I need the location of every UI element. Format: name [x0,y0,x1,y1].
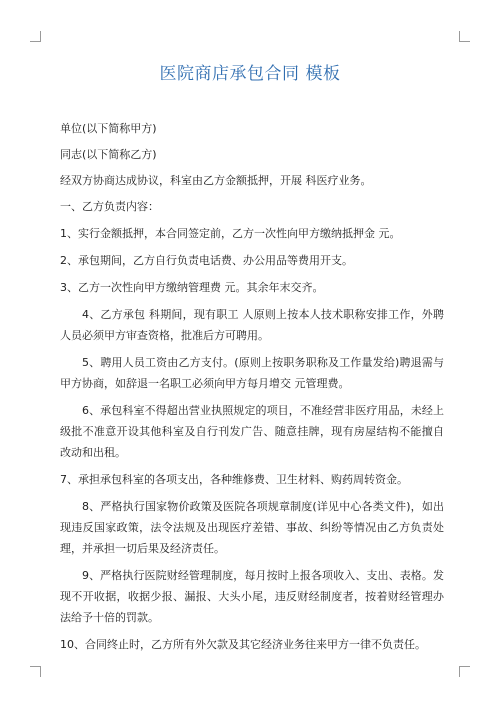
clause-9: 9、严格执行医院财经管理制度，每月按时上报各项收入、支出、表格。发现不开收据，收据少报、漏报、大头小尾，违反财经制度者，按着财经管理办法给予十倍的罚款。 [60,569,444,624]
clause-10: 10、合同终止时，乙方所有外欠款及其它经济业务往来甲方一律不负责任。 [60,638,426,651]
party-a-line: 单位(以下简称甲方) [60,122,157,135]
document-title: 医院商店承包合同 模板 [159,64,341,84]
clause-3: 3、乙方一次性向甲方缴纳管理费 元。其余年末交齐。 [60,281,324,294]
party-b-line: 同志(以下简称乙方) [60,148,157,161]
page-corner-mark-top-left [30,31,41,42]
agreement-paragraph: 经双方协商达成协议，科室由乙方金额抵押，开展 科医疗业务。 [60,174,372,187]
page-corner-mark-bottom-left [30,666,41,677]
clause-6: 6、承包科室不得超出营业执照规定的项目，不准经营非医疗用品，未经上级批不准意开设其他科室及自行刊发广告、随意挂牌，现有房屋结构不能擅自改动和出租。 [60,404,444,459]
page-corner-mark-top-right [459,31,470,42]
clause-5: 5、聘用人员工资由乙方支付。(原则上按职务职称及工作量发给)聘退需与甲方协商，如辞退一名职工必须向甲方每月增交 元管理费。 [60,356,444,390]
document-body [60,118,444,655]
clause-1: 1、实行金额抵押，本合同签定前，乙方一次性向甲方缴纳抵押金 元。 [60,227,401,240]
clause-7: 7、承担承包科室的各项支出，各种维修费、卫生材料、购药周转资金。 [60,473,408,486]
page-corner-mark-bottom-right [459,666,470,677]
clause-8: 8、严格执行国家物价政策及医院各项规章制度(详见中心各类文件)，如出现违反国家政策，法令法规及出现医疗差错、事故、纠纷等情况由乙方负责处理，并承担一切后果及经济责任。 [60,500,444,555]
section-heading: 一、乙方负责内容： [60,200,159,213]
clause-2: 2、承包期间，乙方自行负责电话费、办公用品等费用开支。 [60,254,353,267]
clause-4: 4、乙方承包 科期间，现有职工 人原则上按本人技术职称安排工作，外聘人员必须甲方审查资格，批准后方可聘用。 [60,308,444,342]
